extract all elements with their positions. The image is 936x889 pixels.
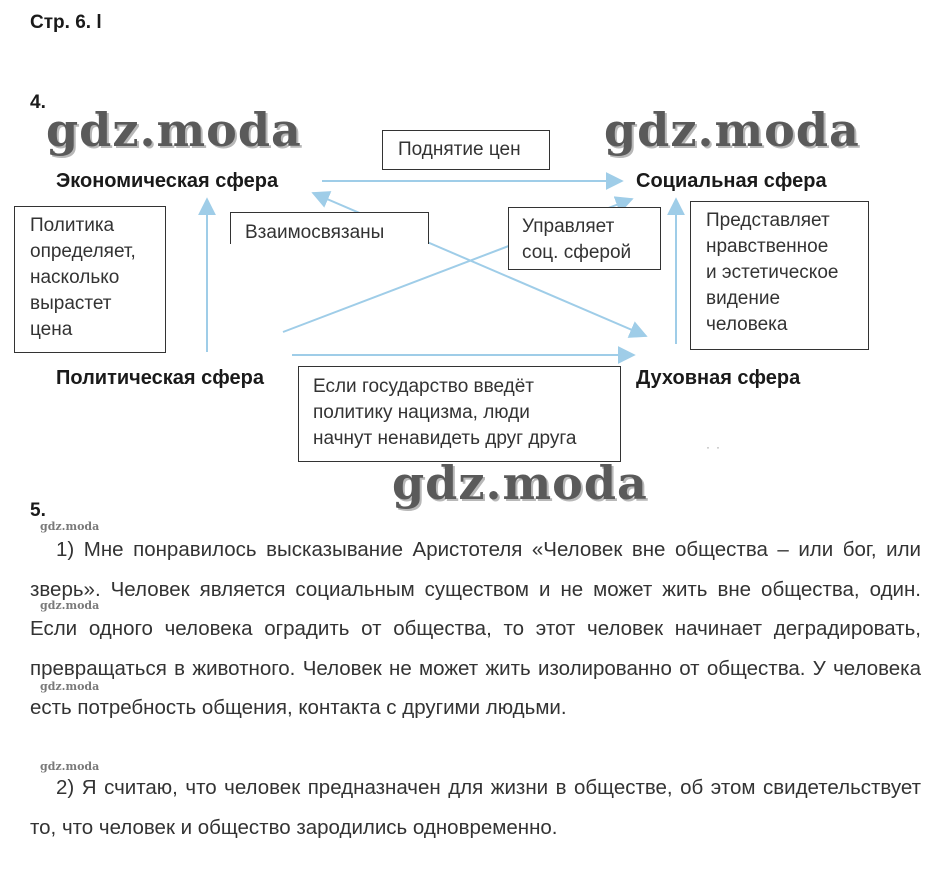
sphere-political: Политическая сфера: [56, 367, 264, 389]
box-represents-vision: Представляет нравственное и эстетическое видение человека: [690, 201, 869, 350]
watermark-big: gdz.moda: [392, 456, 648, 510]
box-policy-determines-price: Политика определяет, насколько вырастет цена: [14, 206, 166, 353]
answer-paragraph-2: 2) Я считаю, что человек предназначен для жизни в обществе, об этом свидетельствует то, что человек и общество зародились одновременно.: [30, 776, 921, 839]
watermark-small: gdz.moda: [40, 760, 100, 773]
faint-dots: ··: [706, 440, 726, 454]
box-price-rise-text: Поднятие цен: [398, 139, 521, 160]
box-manages-social: Управляет соц. сферой: [508, 207, 661, 270]
task-5-number: 5.: [30, 500, 46, 521]
box-price-rise: [382, 130, 550, 170]
page-label: Стр. 6.: [30, 12, 92, 33]
box-interconnected: [230, 212, 429, 244]
task-4-number: 4.: [30, 92, 46, 113]
sphere-economic: Экономическая сфера: [56, 170, 279, 192]
watermark-small: gdz.moda: [40, 680, 100, 693]
watermark-big: gdz.moda: [46, 103, 302, 157]
watermark-small: gdz.moda: [40, 599, 100, 612]
watermark-small: gdz.moda: [40, 520, 100, 533]
box-interconnected-text: Взаимосвязаны: [245, 222, 385, 243]
sphere-spiritual: Духовная сфера: [636, 367, 801, 389]
box-state-nazism: Если государство введёт политику нацизма, люди начнут ненавидеть друг друга: [298, 366, 621, 462]
sphere-social: Социальная сфера: [636, 170, 827, 192]
watermark-big: gdz.moda: [604, 103, 860, 157]
answer-paragraph-1: 1) Мне понравилось высказывание Аристотеля «Человек вне общества – или бог, или зверь». Человек является социальным существом и не может жить вне общества, один. Если одного человека оградить от общества, то этот человек начинает деградировать, превращаться в животного. Человек не может жить изолированно от общества. У человека есть потребность общения, контакта с другими людьми.: [30, 538, 921, 719]
page-marker: l: [96, 12, 102, 33]
